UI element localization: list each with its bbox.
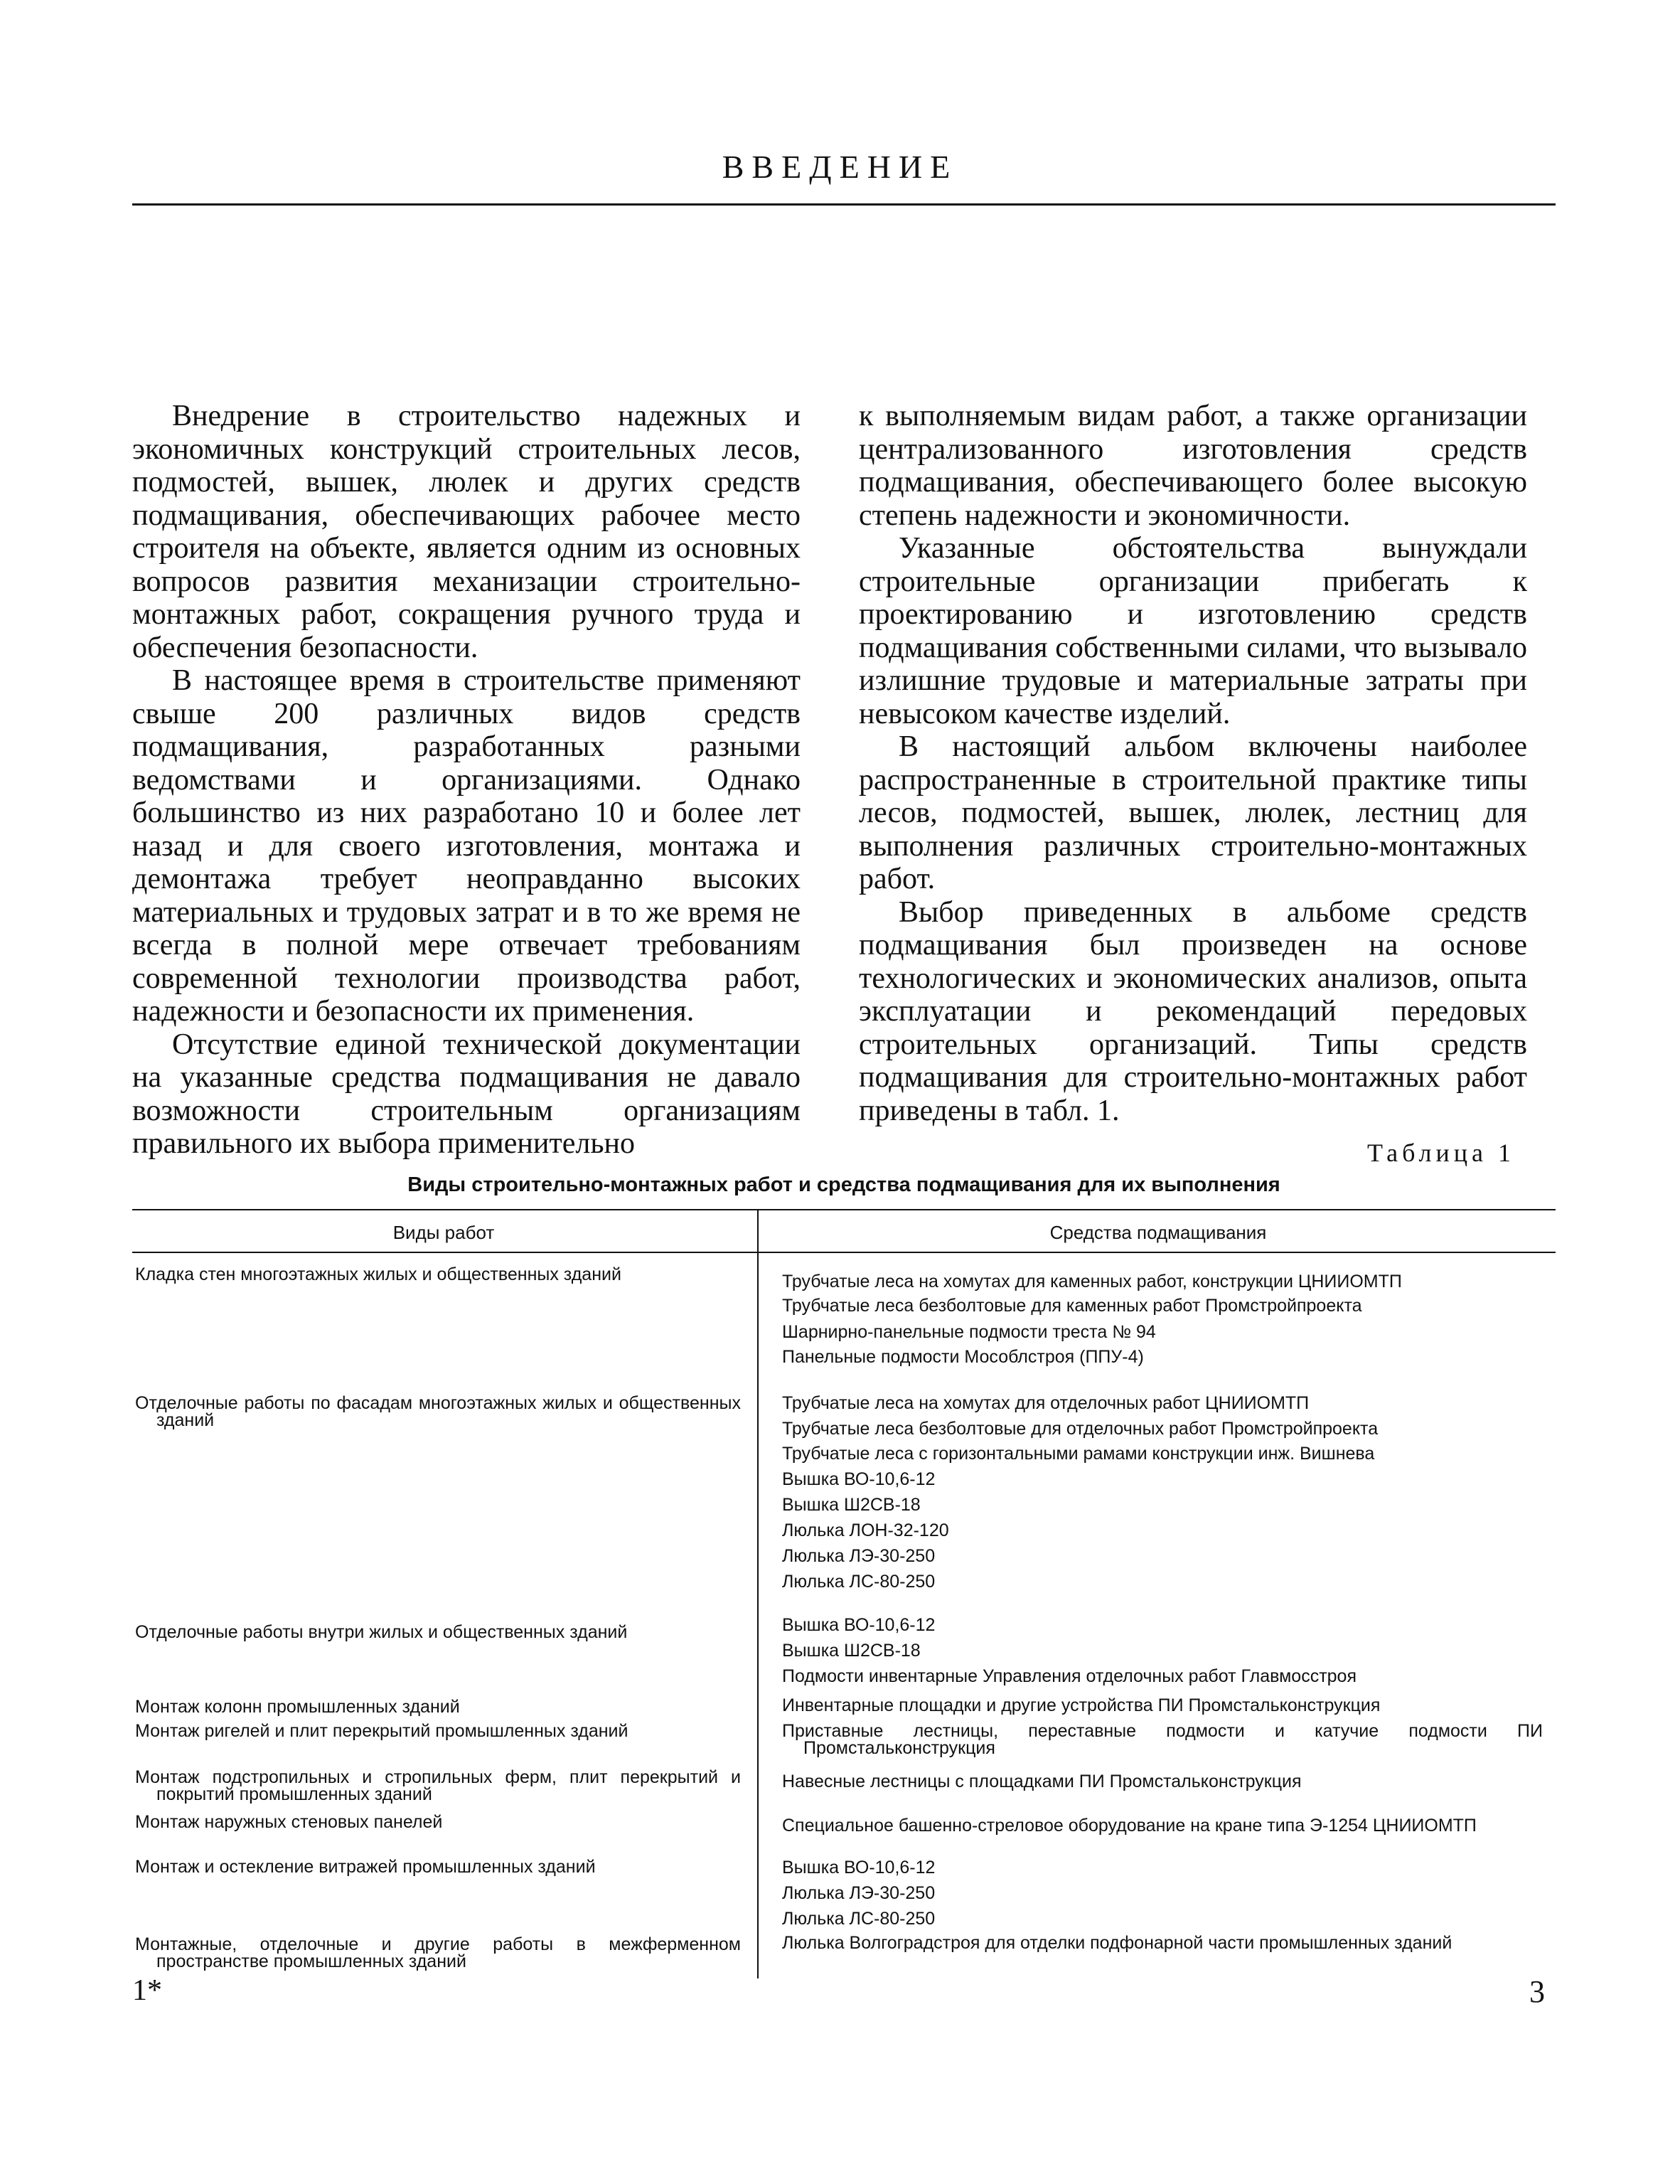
table-top-rule	[132, 1209, 1556, 1210]
table-cell-means: Трубчатые леса на хомутах для каменных работ, конструкции ЦНИИОМТП Трубчатые леса безболтовые для каменных работ Промстройпроекта Шарнирно-панельные подмости треста № 94 Панельные подмости Мособлстроя (ППУ-4)	[782, 1272, 1402, 1367]
table-cell-means: Навесные лестницы с площадками ПИ Промстальконструкция	[782, 1772, 1302, 1791]
page-number: 3	[1529, 1974, 1545, 2009]
column-header-means: Средства подмащивания	[1049, 1222, 1267, 1243]
paragraph: Указанные обстоятельства вынуждали строительные организации прибегать к проектированию и изготовлению средств подмащивания собственными силами, что вызывало излишние трудовые и материальные затраты при невысоком качестве изделий.	[859, 532, 1527, 730]
table-cell-means: Трубчатые леса на хомутах для отделочных работ ЦНИИОМТП Трубчатые леса безболтовые для отделочных работ Промстройпроекта Трубчатые леса с горизонтальными рамами конструкции инж. Вишнева Вышка ВО-10,6-12 Вышка Ш2СВ-18 Люлька ЛОН-32-120 Люлька ЛЭ-30-250 Люлька ЛС-80-250	[782, 1393, 1379, 1592]
table-cell-work: Отделочные работы по фасадам многоэтажных жилых и общественных зданий	[135, 1393, 741, 1430]
table-cell-means: Приставные лестницы, переставные подмости и катучие подмости ПИ Промстальконструкция	[782, 1721, 1543, 1758]
title-rule	[132, 203, 1556, 206]
table-caption: Виды строительно-монтажных работ и средства подмащивания для их выполнения	[407, 1173, 1280, 1196]
table-cell-work: Монтаж ригелей и плит перекрытий промышленных зданий	[135, 1721, 628, 1741]
table-cell-work: Монтаж и остекление витражей промышленных зданий	[135, 1857, 596, 1877]
paragraph: В настоящее время в строительстве применяют свыше 200 различных видов средств подмащивания, разработанных разными ведомствами и организациями. Однако большинство из них разработано 10 и более лет назад и для своего изготовления, монтажа и демонтажа требует неоправданно высоких материальных и трудовых затрат и в то же время не всегда в полной мере отвечает требованиям современной технологии производства работ, надежности и безопасности их применения.	[132, 664, 801, 1028]
paragraph: Внедрение в строительство надежных и экономичных конструкций строительных лесов, подмостей, вышек, люлек и других средств подмащивания, обеспечивающих рабочее место строителя на объекте, является одним из основных вопросов развития механизации строительно-монтажных работ, сокращения ручного труда и обеспечения безопасности.	[132, 400, 801, 664]
table-cell-work: Монтаж наружных стеновых панелей	[135, 1812, 443, 1832]
table-cell-work: Монтаж колонн промышленных зданий	[135, 1697, 460, 1717]
paragraph: Отсутствие единой технической документации на указанные средства подмащивания не давало возможности строительным организациям правильного их выбора применительно	[132, 1028, 801, 1160]
signature-mark: 1*	[132, 1974, 162, 2007]
table-number: Таблица 1	[1367, 1139, 1515, 1167]
table-cell-means: Люлька Волгоградстроя для отделки подфонарной части промышленных зданий	[782, 1933, 1452, 1953]
paragraph: Выбор приведенных в альбоме средств подмащивания был произведен на основе технологических и экономических анализов, опыта эксплуатации и рекомендаций передовых строительных организаций. Типы средств подмащивания для строительно-монтажных работ приведены в табл. 1.	[859, 895, 1527, 1127]
table-cell-means: Специальное башенно-стреловое оборудование на кране типа Э-1254 ЦНИИОМТП	[782, 1816, 1477, 1836]
table-column-divider	[757, 1210, 759, 1978]
table-cell-work: Монтажные, отделочные и другие работы в межферменном пространстве промышленных зданий	[135, 1934, 741, 1971]
paragraph: к выполняемым видам работ, а также организации централизованного изготовления средств подмащивания, обеспечивающего более высокую степень надежности и экономичности.	[859, 400, 1527, 532]
paragraph: В настоящий альбом включены наиболее распространенные в строительной практике типы лесов, подмостей, вышек, люлек, лестниц для выполнения различных строительно-монтажных работ.	[859, 730, 1527, 895]
table-cell-means: Инвентарные площадки и другие устройства ПИ Промстальконструкция	[782, 1695, 1381, 1715]
intro-column-left	[132, 400, 801, 1161]
table-cell-work: Отделочные работы внутри жилых и общественных зданий	[135, 1622, 628, 1642]
table-cell-means: Вышка ВО-10,6-12 Вышка Ш2СВ-18 Подмости инвентарные Управления отделочных работ Главмосстроя	[782, 1615, 1357, 1686]
intro-column-right	[859, 400, 1527, 1127]
table-cell-work: Монтаж подстропильных и стропильных ферм, плит перекрытий и покрытий промышленных зданий	[135, 1767, 741, 1804]
page-title: ВВЕДЕНИЕ	[722, 149, 958, 185]
table-header-rule	[132, 1252, 1556, 1253]
table-cell-means: Вышка ВО-10,6-12 Люлька ЛЭ-30-250 Люлька ЛС-80-250	[782, 1858, 936, 1929]
table-cell-work: Кладка стен многоэтажных жилых и общественных зданий	[135, 1264, 621, 1284]
column-header-work: Виды работ	[392, 1222, 495, 1243]
